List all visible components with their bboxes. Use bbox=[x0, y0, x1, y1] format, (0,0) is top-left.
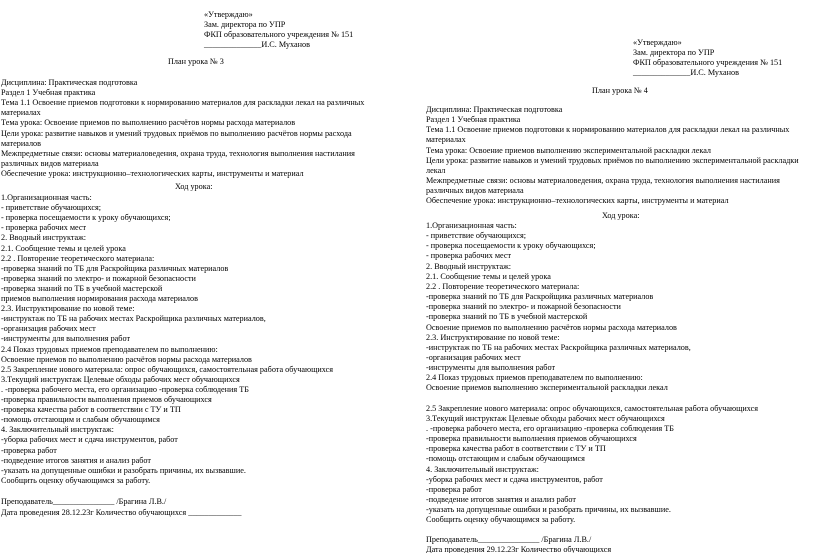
step-line: -проверка знаний по ТБ для Раскройщика различных материалов bbox=[426, 292, 654, 302]
step-line: - приветствие обучающихся; bbox=[426, 231, 527, 241]
teacher-signature: Преподаватель_______________ /Брагина Л.В./ bbox=[426, 535, 592, 544]
step-line: - проверка рабочих мест bbox=[426, 251, 512, 261]
step-line: -проверка знаний по ТБ для Раскройщика различных материалов bbox=[1, 263, 229, 273]
step-line: - приветствие обучающихся; bbox=[1, 203, 102, 213]
approval-signature: ______________И.С. Муханов bbox=[633, 68, 739, 78]
step-line: -проверка правильности выполнения приемов обучающихся bbox=[1, 395, 212, 404]
teacher-signature: Преподаватель_______________ /Брагина Л.В./ bbox=[1, 497, 167, 506]
step-line: -инструменты для выполнения работ bbox=[426, 363, 556, 373]
approval-heading: «Утверждаю» bbox=[633, 38, 682, 47]
step-line: 2.1. Сообщение темы и целей урока bbox=[426, 271, 551, 281]
step-line: -подведение итогов занятия и анализ работ bbox=[426, 495, 576, 505]
step-line: -организация рабочих мест bbox=[1, 324, 96, 334]
step-line: -инструменты для выполнения работ bbox=[1, 334, 131, 344]
step-line: 2.2 . Повторение теоретического материала: bbox=[426, 281, 580, 291]
step-line: . -проверка рабочего места, его организацию -проверка соблюдения ТБ bbox=[426, 424, 674, 433]
step-line: -проверка знаний по ТБ в учебной мастерской bbox=[1, 283, 163, 293]
step-line: 2.1. Сообщение темы и целей урока bbox=[1, 243, 126, 253]
step-line: 4. Заключительный инструктаж: bbox=[426, 464, 539, 474]
step-line: 3.Текущий инструктаж Целевые обходы рабочих мест обучающихся bbox=[426, 413, 665, 423]
step-line: Сообщить оценку обучающимся за работу. bbox=[426, 515, 576, 525]
step-line: 2.2 . Повторение теоретического материала: bbox=[1, 253, 155, 263]
step-line: Освоение приемов по выполнению расчётов нормы расхода материалов bbox=[1, 354, 252, 364]
step-line: -проверка правильности выполнения приемов обучающихся bbox=[426, 434, 637, 444]
lesson-plan-4 bbox=[408, 0, 816, 553]
approval-heading: «Утверждаю» bbox=[204, 10, 253, 19]
info-line: Межпредметные связи: основы материаловедения, охрана труда, технология выполнения настилания bbox=[1, 148, 355, 158]
step-line: -подведение итогов занятия и анализ работ bbox=[1, 455, 151, 465]
step-line: Освоение приемов по выполнению расчётов нормы расхода материалов bbox=[426, 322, 677, 332]
lesson-date: Дата проведения 28.12.23г Количество обучающихся _____________ bbox=[1, 508, 242, 517]
info-line: различных видов материала bbox=[426, 186, 524, 196]
step-line: -инструктаж по ТБ на рабочих местах Раскройщика различных материалов, bbox=[1, 314, 266, 324]
info-line: Цели урока: развитие навыков и умений трудовых приёмов по выполнению расчётов нормы расхода bbox=[1, 128, 352, 138]
approval-position: Зам. директора по УПР bbox=[633, 48, 715, 58]
step-line: 2. Вводный инструктаж: bbox=[1, 233, 87, 243]
info-line: материалов bbox=[1, 138, 41, 148]
step-line: 4. Заключительный инструктаж: bbox=[1, 425, 114, 435]
step-line: - проверка посещаемости к уроку обучающихся; bbox=[1, 213, 171, 223]
info-line: различных видов материала bbox=[1, 158, 99, 168]
course-heading: Ход урока: bbox=[175, 182, 213, 191]
step-line: -организация рабочих мест bbox=[426, 352, 521, 362]
step-line: -указать на допущенные ошибки и разобрать причины, их вызвавшие. bbox=[1, 465, 246, 475]
step-line: -проверка знаний по электро- и пожарной безопасности bbox=[426, 302, 621, 312]
course-heading: Ход урока: bbox=[602, 211, 640, 220]
plan-title: План урока № 3 bbox=[168, 57, 224, 66]
step-line: -помощь отстающим и слабым обучающимся bbox=[1, 415, 160, 425]
step-line: - проверка рабочих мест bbox=[1, 223, 87, 233]
info-line: Цели урока: развитие навыков и умений трудовых приёмов по выполнению экспериментальной раскладки bbox=[426, 155, 799, 165]
info-line: Тема урока: Освоение приемов по выполнению расчётов нормы расхода материалов bbox=[1, 118, 296, 128]
step-line: -уборка рабочих мест и сдача инструментов, работ bbox=[1, 435, 178, 445]
step-line: -помощь отстающим и слабым обучающимся bbox=[426, 454, 585, 464]
info-line: материалах bbox=[426, 135, 466, 145]
approval-institution: ФКП образовательного учреждения № 151 bbox=[633, 58, 783, 68]
step-line: -уборка рабочих мест и сдача инструментов, работ bbox=[426, 474, 603, 484]
info-line: Обеспечение урока: инструкционно–технологических карты, инструменты и материал bbox=[1, 168, 304, 178]
lesson-date: Дата проведения 29.12.23г Количество обучающихся bbox=[426, 545, 612, 553]
info-line: Тема урока: Освоение приемов выполнению экспериментальной раскладки лекал bbox=[426, 145, 712, 155]
step-line: 2.5 Закрепление нового материала: опрос обучающихся, самостоятельная работа обучающихся bbox=[1, 364, 334, 374]
step-line: приемов выполнения нормирования расхода материалов bbox=[1, 294, 198, 303]
info-line: Раздел 1 Учебная практика bbox=[426, 115, 521, 125]
step-line: -проверка качества работ в соответствии с ТУ и ТП bbox=[426, 444, 606, 454]
info-line: Межпредметные связи: основы материаловедения, охрана труда, технология выполнения настилания bbox=[426, 176, 780, 186]
step-line: . -проверка рабочего места, его организацию -проверка соблюдения ТБ bbox=[1, 384, 249, 394]
step-line: 1.Организационная часть: bbox=[1, 193, 92, 202]
step-line: Сообщить оценку обучающимся за работу. bbox=[1, 475, 151, 485]
info-line: Дисциплина: Практическая подготовка bbox=[1, 78, 138, 87]
approval-position: Зам. директора по УПР bbox=[204, 20, 286, 30]
step-line: 2.3. Инструктирование по новой теме: bbox=[1, 304, 135, 314]
step-line: 2.4 Показ трудовых приемов преподавателем по выполнению: bbox=[1, 344, 218, 354]
info-line: Обеспечение урока: инструкционно–технологических карты, инструменты и материал bbox=[426, 196, 729, 206]
step-line: -инструктаж по ТБ на рабочих местах Раскройщика различных материалов, bbox=[426, 342, 691, 352]
step-line: 2. Вводный инструктаж: bbox=[426, 261, 512, 271]
step-line: -проверка знаний по ТБ в учебной мастерской bbox=[426, 312, 588, 322]
plan-title: План урока № 4 bbox=[592, 86, 648, 95]
step-line: -проверка работ bbox=[1, 445, 57, 455]
step-line: - проверка посещаемости к уроку обучающихся; bbox=[426, 241, 596, 251]
info-line: Тема 1.1 Освоение приемов подготовки к нормированию материалов для раскладки лекал на различных bbox=[1, 98, 365, 108]
step-line: -проверка качества работ в соответствии с ТУ и ТП bbox=[1, 405, 181, 415]
step-line: 3.Текущий инструктаж Целевые обходы рабочих мест обучающихся bbox=[1, 374, 240, 384]
approval-institution: ФКП образовательного учреждения № 151 bbox=[204, 30, 354, 40]
step-line: Освоение приемов выполнению экспериментальной раскладки лекал bbox=[426, 383, 668, 393]
info-line: материалах bbox=[1, 108, 41, 118]
step-line: 1.Организационная часть: bbox=[426, 221, 517, 230]
approval-signature: ______________И.С. Муханов bbox=[204, 40, 310, 50]
info-line: Раздел 1 Учебная практика bbox=[1, 88, 96, 98]
step-line: 2.4 Показ трудовых приемов преподавателем по выполнению: bbox=[426, 373, 643, 383]
step-line: -проверка работ bbox=[426, 484, 482, 494]
info-line: лекал bbox=[426, 165, 446, 175]
step-line: -указать на допущенные ошибки и разобрать причины, их вызвавшие. bbox=[426, 505, 671, 515]
step-line: 2.3. Инструктирование по новой теме: bbox=[426, 332, 560, 342]
step-line: 2.5 Закрепление нового материала: опрос обучающихся, самостоятельная работа обучающихся bbox=[426, 403, 759, 413]
info-line: Тема 1.1 Освоение приемов подготовки к нормированию материалов для раскладки лекал на различных bbox=[426, 125, 790, 135]
info-line: Дисциплина: Практическая подготовка bbox=[426, 105, 563, 114]
step-line: -проверка знаний по электро- и пожарной безопасности bbox=[1, 273, 196, 283]
